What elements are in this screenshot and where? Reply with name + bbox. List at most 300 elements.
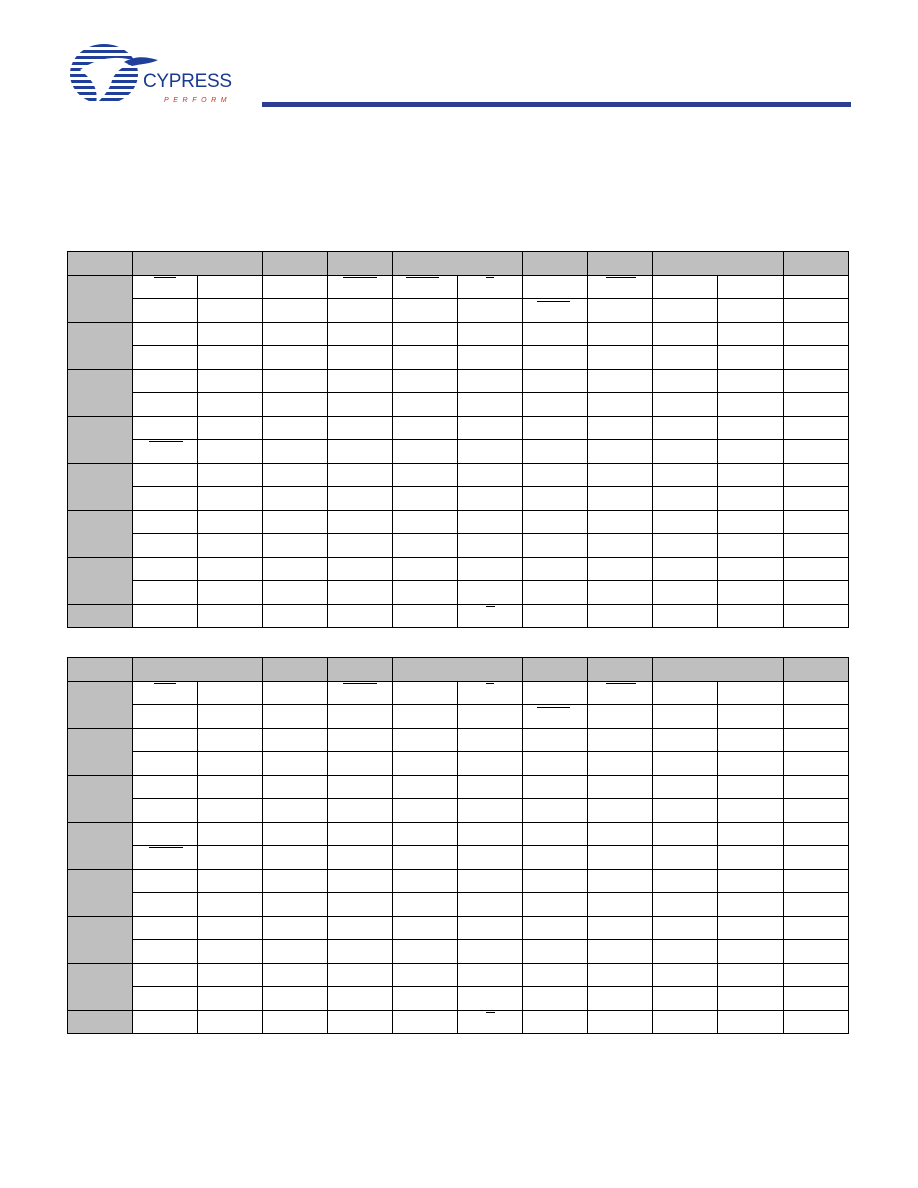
table-cell	[784, 604, 849, 628]
table-cell	[263, 346, 328, 370]
table-cell	[523, 963, 588, 987]
table-cell	[588, 822, 653, 846]
table-cell	[198, 463, 263, 487]
table-cell	[393, 557, 458, 581]
table-cell	[133, 440, 198, 464]
table-cell	[328, 581, 393, 605]
table-cell	[653, 987, 718, 1011]
table-cell	[458, 775, 523, 799]
table-cell	[133, 705, 198, 729]
row-header-cell	[68, 275, 133, 322]
table-cell	[784, 275, 849, 299]
row-header-cell	[68, 963, 133, 1010]
table-cell	[198, 775, 263, 799]
table-cell	[393, 534, 458, 558]
table-cell	[458, 822, 523, 846]
table-cell	[263, 846, 328, 870]
table-cell	[588, 940, 653, 964]
header-cell	[588, 658, 653, 682]
table-cell	[263, 322, 328, 346]
table-cell	[198, 275, 263, 299]
table-cell	[718, 846, 784, 870]
row-header-cell	[68, 416, 133, 463]
table-cell	[198, 393, 263, 417]
header-cell	[328, 658, 393, 682]
table-cell	[784, 846, 849, 870]
table-cell	[718, 581, 784, 605]
table-cell	[588, 752, 653, 776]
table-cell	[718, 346, 784, 370]
table-cell	[653, 534, 718, 558]
table-cell	[458, 916, 523, 940]
table-cell	[588, 916, 653, 940]
table-cell	[393, 822, 458, 846]
table-cell	[784, 393, 849, 417]
table-cell	[198, 299, 263, 323]
header-cell	[328, 252, 393, 276]
table-cell	[588, 487, 653, 511]
table-cell	[653, 846, 718, 870]
table-cell	[458, 940, 523, 964]
table-cell	[458, 705, 523, 729]
table-cell	[263, 752, 328, 776]
table-cell	[263, 705, 328, 729]
table-cell	[198, 963, 263, 987]
table-cell	[458, 963, 523, 987]
header-cell	[653, 252, 784, 276]
table-cell	[523, 534, 588, 558]
table-cell	[263, 369, 328, 393]
table-cell	[393, 963, 458, 987]
table-cell	[523, 893, 588, 917]
table-cell	[198, 916, 263, 940]
table-cell	[133, 299, 198, 323]
table-cell	[263, 775, 328, 799]
table-cell	[328, 940, 393, 964]
table-cell	[328, 534, 393, 558]
table-cell	[328, 487, 393, 511]
table-cell	[393, 987, 458, 1011]
table-cell	[133, 822, 198, 846]
table-cell	[263, 510, 328, 534]
table-cell	[458, 487, 523, 511]
pinout-table-1	[67, 251, 849, 628]
table-cell	[523, 1010, 588, 1034]
row-header-cell	[68, 775, 133, 822]
table-cell	[328, 393, 393, 417]
table-cell	[718, 916, 784, 940]
table-cell	[133, 916, 198, 940]
table-cell	[653, 393, 718, 417]
table-cell	[263, 893, 328, 917]
table-cell	[328, 604, 393, 628]
table-cell	[198, 987, 263, 1011]
overbar-mark	[343, 683, 377, 684]
table-cell	[653, 893, 718, 917]
table-cell	[263, 299, 328, 323]
table-cell	[784, 705, 849, 729]
table-cell	[458, 369, 523, 393]
table-cell	[588, 799, 653, 823]
table-cell	[133, 869, 198, 893]
table-cell	[393, 752, 458, 776]
table-cell	[718, 275, 784, 299]
table-cell	[784, 728, 849, 752]
table-cell	[458, 440, 523, 464]
table-cell	[198, 557, 263, 581]
table-cell	[198, 1010, 263, 1034]
table-cell	[523, 604, 588, 628]
table-cell	[523, 275, 588, 299]
table-cell	[263, 822, 328, 846]
table-cell	[133, 728, 198, 752]
table-cell	[198, 799, 263, 823]
table-cell	[263, 987, 328, 1011]
table-cell	[198, 822, 263, 846]
table-cell	[133, 604, 198, 628]
table-cell	[263, 534, 328, 558]
table-row	[68, 752, 849, 776]
table-cell	[198, 487, 263, 511]
table-cell	[784, 869, 849, 893]
overbar-mark	[486, 606, 495, 607]
table-cell	[133, 940, 198, 964]
table-header-row	[68, 658, 849, 682]
header-cell	[784, 252, 849, 276]
table-row	[68, 534, 849, 558]
header-cell	[523, 252, 588, 276]
table-cell	[588, 440, 653, 464]
table-cell	[523, 299, 588, 323]
table-cell	[393, 705, 458, 729]
table-cell	[263, 275, 328, 299]
table-cell	[784, 775, 849, 799]
header-cell	[653, 658, 784, 682]
table-row	[68, 916, 849, 940]
table-cell	[263, 487, 328, 511]
table-cell	[458, 322, 523, 346]
table-row	[68, 393, 849, 417]
table-cell	[784, 799, 849, 823]
table-cell	[328, 369, 393, 393]
table-cell	[588, 510, 653, 534]
table-cell	[198, 681, 263, 705]
header-cell	[133, 658, 263, 682]
header-cell	[68, 252, 133, 276]
table-cell	[523, 510, 588, 534]
table-cell	[198, 846, 263, 870]
table-cell	[523, 440, 588, 464]
table-cell	[523, 987, 588, 1011]
table-cell	[784, 963, 849, 987]
table-cell	[263, 416, 328, 440]
table-cell	[393, 728, 458, 752]
table-cell	[653, 557, 718, 581]
table-row	[68, 346, 849, 370]
table-cell	[523, 393, 588, 417]
table-cell	[328, 916, 393, 940]
table-row	[68, 822, 849, 846]
table-cell	[653, 604, 718, 628]
table-cell	[653, 681, 718, 705]
overbar-mark	[343, 277, 377, 278]
table-cell	[718, 963, 784, 987]
row-header-cell	[68, 681, 133, 728]
table-cell	[458, 463, 523, 487]
table-cell	[328, 681, 393, 705]
table-cell	[198, 322, 263, 346]
pinout-table-2	[67, 657, 849, 1034]
row-header-cell	[68, 822, 133, 869]
table-cell	[263, 940, 328, 964]
table-cell	[393, 463, 458, 487]
table-cell	[784, 940, 849, 964]
table-cell	[198, 369, 263, 393]
table-cell	[458, 557, 523, 581]
table-cell	[653, 416, 718, 440]
header-cell	[588, 252, 653, 276]
table-cell	[133, 510, 198, 534]
table-cell	[718, 416, 784, 440]
table-cell	[393, 775, 458, 799]
header-cell	[263, 252, 328, 276]
row-header-cell	[68, 463, 133, 510]
header-cell	[68, 658, 133, 682]
table-row	[68, 604, 849, 628]
table-cell	[328, 869, 393, 893]
table-cell	[653, 728, 718, 752]
table-cell	[393, 681, 458, 705]
table-row	[68, 775, 849, 799]
table-cell	[523, 681, 588, 705]
table-cell	[718, 775, 784, 799]
table-cell	[653, 510, 718, 534]
table-cell	[393, 799, 458, 823]
table-cell	[133, 581, 198, 605]
table-cell	[458, 534, 523, 558]
table-cell	[458, 416, 523, 440]
table-cell	[458, 893, 523, 917]
table-cell	[198, 346, 263, 370]
table-cell	[653, 322, 718, 346]
table-row	[68, 275, 849, 299]
table-cell	[784, 557, 849, 581]
table-cell	[523, 799, 588, 823]
table-cell	[523, 416, 588, 440]
table-cell	[784, 510, 849, 534]
table-cell	[198, 581, 263, 605]
table-cell	[523, 346, 588, 370]
table-cell	[784, 752, 849, 776]
table-row	[68, 440, 849, 464]
table-cell	[718, 728, 784, 752]
table-cell	[133, 799, 198, 823]
table-cell	[588, 705, 653, 729]
table-cell	[133, 393, 198, 417]
table-cell	[588, 299, 653, 323]
table-cell	[588, 416, 653, 440]
table-cell	[718, 322, 784, 346]
table-cell	[653, 940, 718, 964]
overbar-mark	[537, 707, 570, 708]
table-cell	[198, 534, 263, 558]
table-cell	[198, 416, 263, 440]
table-row	[68, 846, 849, 870]
table-cell	[198, 604, 263, 628]
table-cell	[133, 1010, 198, 1034]
table-cell	[393, 916, 458, 940]
table-row	[68, 416, 849, 440]
table-cell	[133, 775, 198, 799]
table-cell	[133, 534, 198, 558]
table-cell	[523, 369, 588, 393]
table-cell	[328, 799, 393, 823]
table-cell	[458, 681, 523, 705]
table-cell	[718, 440, 784, 464]
table-cell	[263, 799, 328, 823]
table-cell	[198, 728, 263, 752]
row-header-cell	[68, 916, 133, 963]
table-cell	[588, 534, 653, 558]
table-cell	[393, 604, 458, 628]
table-cell	[458, 846, 523, 870]
table-cell	[653, 346, 718, 370]
table-cell	[263, 604, 328, 628]
table-cell	[653, 275, 718, 299]
table-cell	[588, 322, 653, 346]
table-cell	[393, 846, 458, 870]
table-cell	[718, 705, 784, 729]
table-cell	[328, 728, 393, 752]
logo-tagline: PERFORM	[164, 97, 232, 104]
table-cell	[393, 487, 458, 511]
overbar-mark	[537, 301, 570, 302]
table-cell	[653, 369, 718, 393]
table-cell	[653, 963, 718, 987]
header-rule	[262, 102, 851, 107]
table-row	[68, 799, 849, 823]
table-cell	[458, 275, 523, 299]
table-cell	[653, 775, 718, 799]
overbar-mark	[486, 683, 494, 684]
table-cell	[523, 463, 588, 487]
table-cell	[718, 534, 784, 558]
table-cell	[458, 604, 523, 628]
overbar-mark	[486, 1012, 495, 1013]
table-cell	[784, 346, 849, 370]
table-cell	[718, 893, 784, 917]
table-cell	[328, 299, 393, 323]
table-cell	[718, 393, 784, 417]
table-cell	[198, 893, 263, 917]
table-cell	[133, 963, 198, 987]
table-cell	[718, 940, 784, 964]
table-cell	[328, 846, 393, 870]
table-cell	[458, 869, 523, 893]
table-cell	[784, 581, 849, 605]
row-header-cell	[68, 604, 133, 628]
table-row	[68, 581, 849, 605]
table-cell	[458, 1010, 523, 1034]
cypress-logo	[66, 40, 246, 115]
table-cell	[328, 322, 393, 346]
header-cell	[263, 658, 328, 682]
table-cell	[588, 557, 653, 581]
table-cell	[588, 369, 653, 393]
table-cell	[653, 705, 718, 729]
table-cell	[198, 869, 263, 893]
table-cell	[523, 846, 588, 870]
table-cell	[784, 534, 849, 558]
table-cell	[393, 440, 458, 464]
table-cell	[523, 705, 588, 729]
table-cell	[393, 581, 458, 605]
table-cell	[784, 681, 849, 705]
table-cell	[718, 1010, 784, 1034]
table-cell	[458, 346, 523, 370]
table-cell	[458, 299, 523, 323]
table-cell	[133, 681, 198, 705]
table-cell	[133, 369, 198, 393]
table-cell	[718, 299, 784, 323]
table-cell	[588, 869, 653, 893]
table-cell	[393, 416, 458, 440]
table-cell	[718, 822, 784, 846]
table-cell	[328, 416, 393, 440]
table-cell	[588, 1010, 653, 1034]
table-cell	[393, 869, 458, 893]
table-cell	[523, 822, 588, 846]
overbar-mark	[406, 277, 439, 278]
table-row	[68, 940, 849, 964]
table-cell	[328, 463, 393, 487]
table-cell	[523, 869, 588, 893]
table-row	[68, 869, 849, 893]
table-cell	[523, 940, 588, 964]
table-cell	[784, 487, 849, 511]
table-cell	[393, 510, 458, 534]
table-cell	[328, 440, 393, 464]
header-cell	[393, 658, 523, 682]
logo-brand-text: CYPRESS	[143, 71, 232, 92]
table-cell	[523, 322, 588, 346]
overbar-mark	[154, 683, 176, 684]
table-cell	[718, 487, 784, 511]
table-row	[68, 1010, 849, 1034]
table-cell	[133, 752, 198, 776]
table-cell	[458, 752, 523, 776]
table-cell	[653, 581, 718, 605]
header-cell	[133, 252, 263, 276]
table-cell	[653, 1010, 718, 1034]
table-cell	[523, 487, 588, 511]
table-cell	[393, 1010, 458, 1034]
table-cell	[133, 322, 198, 346]
overbar-mark	[486, 277, 494, 278]
table-cell	[263, 963, 328, 987]
table-cell	[328, 346, 393, 370]
table-cell	[588, 963, 653, 987]
table-cell	[653, 822, 718, 846]
table-cell	[263, 916, 328, 940]
table-header-row	[68, 252, 849, 276]
table-cell	[263, 440, 328, 464]
overbar-mark	[149, 441, 183, 442]
table-cell	[588, 581, 653, 605]
table-cell	[328, 987, 393, 1011]
table-cell	[263, 557, 328, 581]
table-cell	[653, 752, 718, 776]
